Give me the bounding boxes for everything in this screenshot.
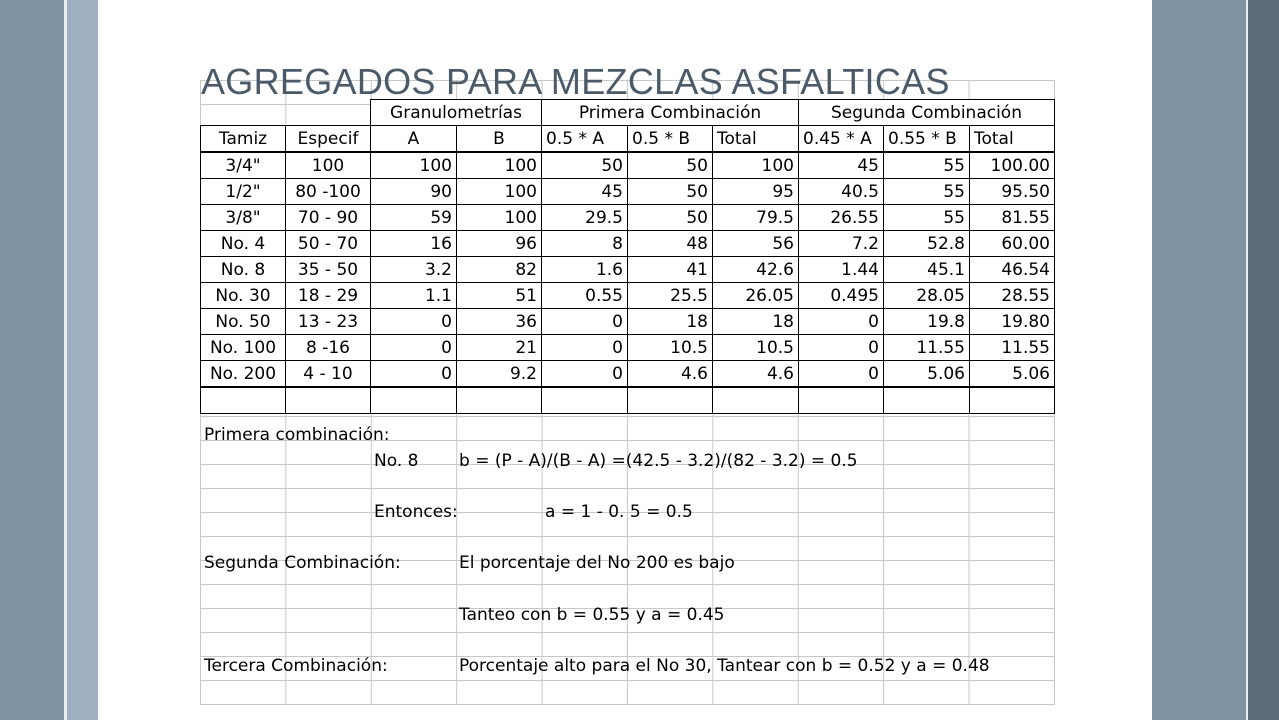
table-cell: 60.00 (970, 231, 1055, 257)
column-header: Especif (286, 126, 371, 153)
table-row (201, 309, 1055, 335)
table-cell: 90 (371, 179, 457, 205)
gradation-table (200, 99, 1055, 414)
table-cell: 100 (457, 179, 542, 205)
table-cell: 8 (542, 231, 628, 257)
empty-cell (201, 387, 286, 414)
table-row (201, 283, 1055, 309)
table-cell: 11.55 (884, 335, 970, 361)
tercera-combinacion-label: Tercera Combinación: (204, 656, 388, 676)
table-row (201, 257, 1055, 283)
table-cell: 28.55 (970, 283, 1055, 309)
empty-cell (884, 387, 970, 414)
table-cell: 45 (542, 179, 628, 205)
table-cell: 42.6 (713, 257, 799, 283)
blank-row (201, 387, 1055, 414)
formula-b: b = (P - A)/(B - A) =(42.5 - 3.2)/(82 - 3.2) = 0.5 (459, 451, 858, 471)
table-cell: 0 (799, 361, 884, 388)
table-cell: 0 (542, 361, 628, 388)
tanteo-text: Tanteo con b = 0.55 y a = 0.45 (459, 605, 725, 625)
column-header: 0.5 * A (542, 126, 628, 153)
column-header: Total (713, 126, 799, 153)
sieve-cell: No. 4 (201, 231, 286, 257)
table-cell: 4.6 (713, 361, 799, 388)
tercera-combinacion-text: Porcentaje alto para el No 30, Tantear con b = 0.52 y a = 0.48 (459, 656, 990, 676)
column-header: Tamiz (201, 126, 286, 153)
table-cell: 0 (371, 309, 457, 335)
sieve-cell: No. 200 (201, 361, 286, 388)
sieve-cell: 3/4" (201, 152, 286, 179)
table-cell: 16 (371, 231, 457, 257)
table-cell: 95.50 (970, 179, 1055, 205)
table-cell: 0 (542, 309, 628, 335)
left-sidebar-band (0, 0, 64, 720)
empty-cell (371, 387, 457, 414)
table-cell: 18 (713, 309, 799, 335)
table-cell: 9.2 (457, 361, 542, 388)
table-cell: 26.55 (799, 205, 884, 231)
table-cell: 50 (628, 205, 713, 231)
table-cell: 100.00 (970, 152, 1055, 179)
empty-cell (970, 387, 1055, 414)
table-cell: 59 (371, 205, 457, 231)
table-cell: 100 (457, 152, 542, 179)
table-cell: 28.05 (884, 283, 970, 309)
empty-cell (713, 387, 799, 414)
entonces-label: Entonces: (374, 502, 458, 522)
table-cell: 5.06 (884, 361, 970, 388)
table-cell: 80 -100 (286, 179, 371, 205)
table-row (201, 231, 1055, 257)
empty-cell (542, 387, 628, 414)
table-cell: 0 (799, 335, 884, 361)
table-cell: 29.5 (542, 205, 628, 231)
table-cell: 50 (542, 152, 628, 179)
slide-title: AGREGADOS PARA MEZCLAS ASFALTICAS (201, 61, 950, 102)
table-cell: 10.5 (713, 335, 799, 361)
table-cell: 0 (371, 335, 457, 361)
sieve-cell: No. 30 (201, 283, 286, 309)
table-cell: 1.44 (799, 257, 884, 283)
table-cell: 35 - 50 (286, 257, 371, 283)
table-cell: 70 - 90 (286, 205, 371, 231)
table-row (201, 179, 1055, 205)
table-cell: 0 (371, 361, 457, 388)
sieve-no8-label: No. 8 (374, 451, 419, 471)
table-row (201, 205, 1055, 231)
sieve-cell: No. 100 (201, 335, 286, 361)
table-cell: 50 (628, 179, 713, 205)
formula-a: a = 1 - 0. 5 = 0.5 (545, 502, 693, 522)
group-header-primera: Primera Combinación (542, 100, 799, 126)
table-cell: 100 (371, 152, 457, 179)
table-cell: 82 (457, 257, 542, 283)
table-cell: 50 (628, 152, 713, 179)
column-header: B (457, 126, 542, 153)
right-sidebar-band-dark (1248, 0, 1279, 720)
table-cell: 4 - 10 (286, 361, 371, 388)
table-cell: 45 (799, 152, 884, 179)
table-cell: 55 (884, 179, 970, 205)
column-header: 0.55 * B (884, 126, 970, 153)
table-cell: 3.2 (371, 257, 457, 283)
empty-cell (286, 387, 371, 414)
table-row (201, 335, 1055, 361)
table-cell: 19.80 (970, 309, 1055, 335)
segunda-combinacion-label: Segunda Combinación: (204, 553, 401, 573)
table-cell: 41 (628, 257, 713, 283)
table-cell: 0 (799, 309, 884, 335)
table-cell: 36 (457, 309, 542, 335)
primera-combinacion-label: Primera combinación: (204, 425, 390, 445)
table-cell: 55 (884, 205, 970, 231)
sieve-cell: 1/2" (201, 179, 286, 205)
table-cell: 7.2 (799, 231, 884, 257)
table-cell: 1.6 (542, 257, 628, 283)
table-cell: 56 (713, 231, 799, 257)
table-cell: 81.55 (970, 205, 1055, 231)
table-cell: 25.5 (628, 283, 713, 309)
table-cell: 100 (286, 152, 371, 179)
table-cell: 46.54 (970, 257, 1055, 283)
table-cell: 45.1 (884, 257, 970, 283)
table-cell: 10.5 (628, 335, 713, 361)
table-cell: 79.5 (713, 205, 799, 231)
empty-cell (628, 387, 713, 414)
table-cell: 48 (628, 231, 713, 257)
empty-cell (457, 387, 542, 414)
table-cell: 100 (713, 152, 799, 179)
left-sidebar-band-light (67, 0, 98, 720)
table-cell: 4.6 (628, 361, 713, 388)
column-header: 0.5 * B (628, 126, 713, 153)
table-cell: 100 (457, 205, 542, 231)
empty-cell (799, 387, 884, 414)
table-cell: 1.1 (371, 283, 457, 309)
empty-cell (201, 100, 286, 126)
group-header-segunda: Segunda Combinación (799, 100, 1055, 126)
table-cell: 19.8 (884, 309, 970, 335)
column-header: A (371, 126, 457, 153)
sieve-cell: 3/8" (201, 205, 286, 231)
empty-cell (286, 100, 371, 126)
table-cell: 5.06 (970, 361, 1055, 388)
table-cell: 0.55 (542, 283, 628, 309)
right-sidebar-band (1152, 0, 1248, 720)
sieve-cell: No. 8 (201, 257, 286, 283)
table-cell: 95 (713, 179, 799, 205)
table-cell: 26.05 (713, 283, 799, 309)
table-cell: 96 (457, 231, 542, 257)
table-cell: 18 (628, 309, 713, 335)
table-row (201, 152, 1055, 179)
table-cell: 40.5 (799, 179, 884, 205)
group-header-row (201, 100, 1055, 126)
table-cell: 21 (457, 335, 542, 361)
column-header: Total (970, 126, 1055, 153)
table-cell: 0.495 (799, 283, 884, 309)
table-cell: 11.55 (970, 335, 1055, 361)
table-cell: 55 (884, 152, 970, 179)
table-cell: 8 -16 (286, 335, 371, 361)
column-header-row (201, 126, 1055, 153)
table-cell: 13 - 23 (286, 309, 371, 335)
table-cell: 52.8 (884, 231, 970, 257)
segunda-combinacion-text: El porcentaje del No 200 es bajo (459, 553, 735, 573)
group-header-granulometrias: Granulometrías (371, 100, 542, 126)
column-header: 0.45 * A (799, 126, 884, 153)
table-cell: 18 - 29 (286, 283, 371, 309)
table-cell: 51 (457, 283, 542, 309)
table-cell: 50 - 70 (286, 231, 371, 257)
table-row (201, 361, 1055, 388)
sieve-cell: No. 50 (201, 309, 286, 335)
table-cell: 0 (542, 335, 628, 361)
